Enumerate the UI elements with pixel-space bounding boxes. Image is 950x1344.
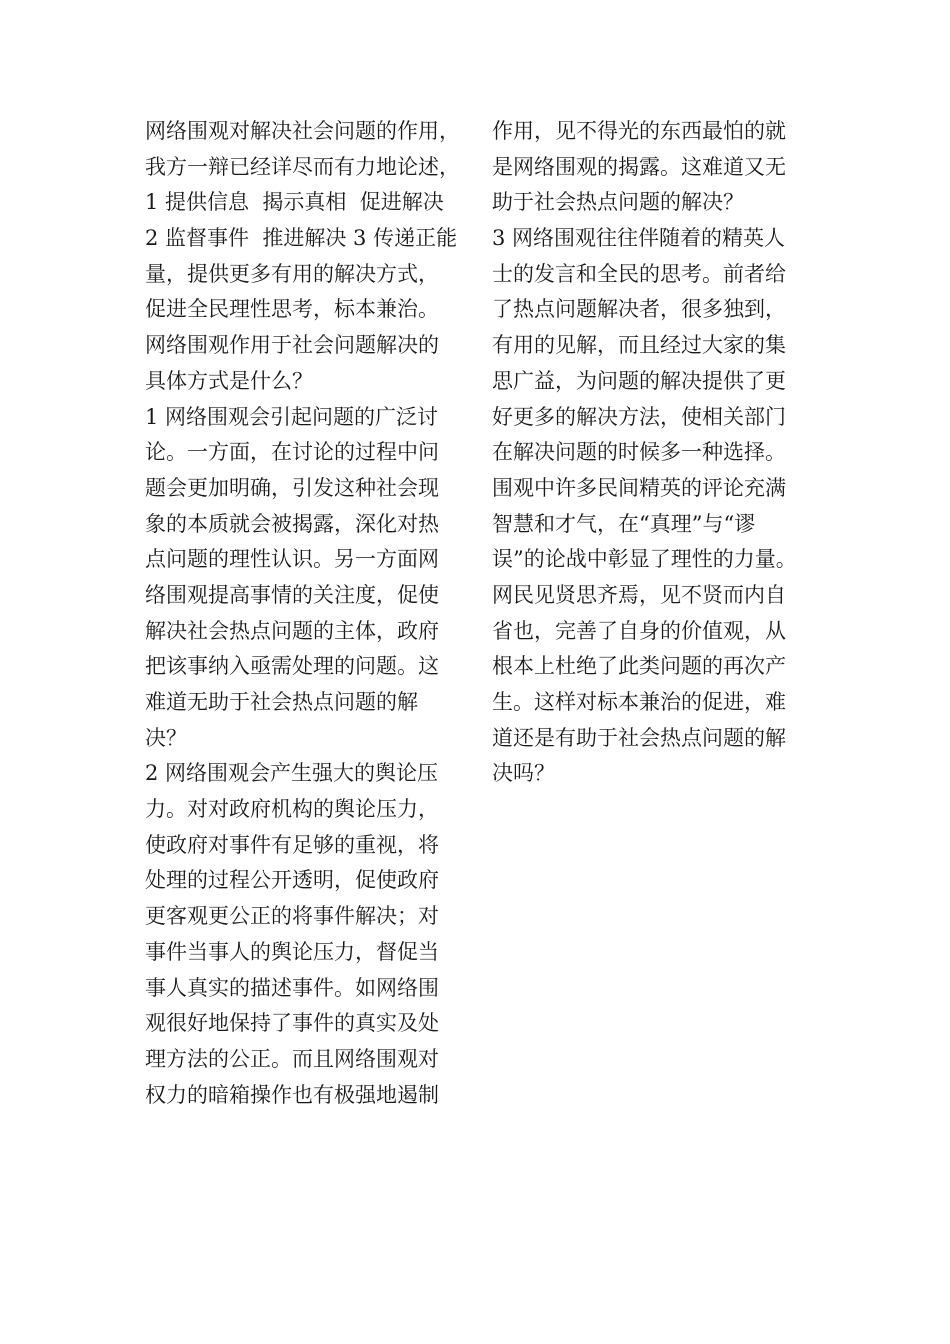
text-line: 好更多的解决方法，使相关部门 <box>492 404 786 429</box>
right-text-column <box>492 114 812 792</box>
text-line: 道还是有助于社会热点问题的解 <box>492 725 786 750</box>
text-line: 促进全民理性思考，标本兼治。 <box>145 297 439 322</box>
text-line: 网络围观对解决社会问题的作用， <box>145 119 460 143</box>
text-line: 根本上杜绝了此类问题的再次产 <box>492 654 786 679</box>
text-line: 智慧和才气，在“真理”与“谬 <box>492 511 756 536</box>
text-line: 点问题的理性认识。另一方面网 <box>145 547 439 572</box>
text-line: 观很好地保持了事件的真实及处 <box>145 1011 439 1036</box>
text-line: 网民见贤思齐焉，见不贤而内自 <box>492 582 786 607</box>
text-line: 具体方式是什么？ <box>145 368 313 393</box>
text-line: 围观中许多民间精英的评论充满 <box>492 475 786 500</box>
text-line: 在解决问题的时候多一种选择。 <box>492 440 786 465</box>
text-line: 士的发言和全民的思考。前者给 <box>492 261 786 286</box>
text-line: 2 网络围观会产生强大的舆论压 <box>145 761 439 786</box>
text-line: 助于社会热点问题的解决？ <box>492 190 744 215</box>
text-line: 象的本质就会被揭露，深化对热 <box>145 511 439 536</box>
text-line: 理方法的公正。而且网络围观对 <box>145 1046 439 1071</box>
text-line: 决？ <box>145 725 187 750</box>
text-line: 权力的暗箱操作也有极强地遏制 <box>145 1082 439 1107</box>
text-line: 我方一辩已经详尽而有力地论述， <box>145 154 460 179</box>
text-line: 题会更加明确，引发这种社会现 <box>145 475 439 500</box>
text-line: 误”的论战中彰显了理性的力量。 <box>492 547 797 572</box>
text-line: 难道无助于社会热点问题的解 <box>145 690 418 714</box>
text-line: 了热点问题解决者，很多独到， <box>492 297 786 322</box>
text-line: 更客观更公正的将事件解决；对 <box>145 904 439 929</box>
text-line: 量，提供更多有用的解决方式， <box>145 261 439 286</box>
text-line: 思广益，为问题的解决提供了更 <box>492 368 786 393</box>
text-line: 2 监督事件 推进解决 3 传递正能 <box>145 226 458 251</box>
text-line: 1 网络围观会引起问题的广泛讨 <box>145 404 439 429</box>
text-line: 作用，见不得光的东西最怕的就 <box>492 119 786 143</box>
text-line: 生。这样对标本兼治的促进，难 <box>492 690 786 714</box>
text-line: 解决社会热点问题的主体，政府 <box>145 618 439 643</box>
text-line: 决吗？ <box>492 761 555 786</box>
text-line: 省也，完善了自身的价值观，从 <box>492 618 786 643</box>
text-line: 处理的过程公开透明，促使政府 <box>145 868 439 893</box>
text-line: 网络围观作用于社会问题解决的 <box>145 333 439 358</box>
text-line: 络围观提高事情的关注度，促使 <box>145 582 439 607</box>
text-line: 1 提供信息 揭示真相 促进解决 <box>145 190 444 215</box>
text-line: 力。对对政府机构的舆论压力， <box>145 797 439 822</box>
text-line: 把该事纳入亟需处理的问题。这 <box>145 654 439 679</box>
text-line: 事人真实的描述事件。如网络围 <box>145 975 439 1000</box>
text-line: 论。一方面，在讨论的过程中问 <box>145 440 439 465</box>
text-line: 使政府对事件有足够的重视，将 <box>145 832 439 857</box>
text-line: 3 网络围观往往伴随着的精英人 <box>492 226 786 251</box>
left-text-column <box>145 114 465 1113</box>
text-line: 事件当事人的舆论压力，督促当 <box>145 939 439 964</box>
text-line: 是网络围观的揭露。这难道又无 <box>492 154 786 179</box>
text-line: 有用的见解，而且经过大家的集 <box>492 333 786 358</box>
